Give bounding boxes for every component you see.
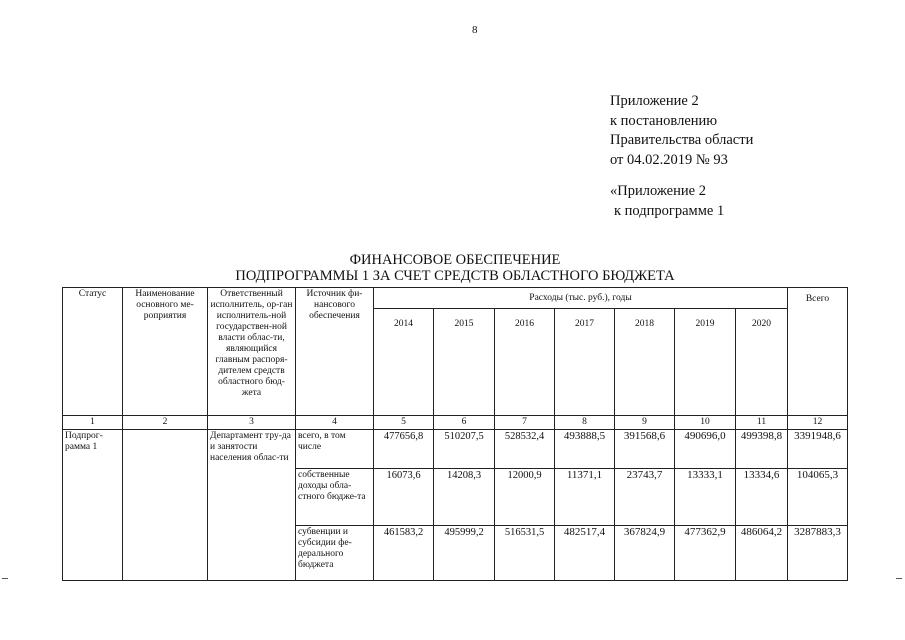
source-cell: субвенции и субсидии фе-дерального бюджета — [296, 526, 374, 581]
approval-block — [610, 92, 753, 170]
value-cell: 493888,5 — [555, 430, 615, 469]
header-total: Всего — [788, 288, 848, 416]
column-number: 12 — [788, 416, 848, 430]
approval-line: к постановлению — [610, 112, 718, 129]
annex-line: к подпрограмме 1 — [614, 202, 725, 219]
value-cell: 490696,0 — [675, 430, 736, 469]
column-number: 4 — [296, 416, 374, 430]
value-cell: 510207,5 — [434, 430, 495, 469]
value-cell: 391568,6 — [615, 430, 675, 469]
value-cell: 499398,8 — [736, 430, 788, 469]
header-year: 2020 — [736, 309, 788, 416]
approval-line: Приложение 2 — [610, 93, 699, 109]
event-cell — [123, 430, 208, 581]
column-number: 9 — [615, 416, 675, 430]
value-cell: 477362,9 — [675, 526, 736, 581]
financing-table — [62, 287, 848, 581]
value-cell: 477656,8 — [374, 430, 434, 469]
header-status: Статус — [63, 288, 123, 416]
value-cell: 16073,6 — [374, 469, 434, 526]
scan-edge-mark — [896, 578, 902, 579]
value-cell: 13333,1 — [675, 469, 736, 526]
status-cell: Подпрог-рамма 1 — [63, 430, 123, 581]
header-year: 2014 — [374, 309, 434, 416]
header-year: 2018 — [615, 309, 675, 416]
value-cell: 14208,3 — [434, 469, 495, 526]
column-number: 3 — [208, 416, 296, 430]
column-number: 7 — [495, 416, 555, 430]
header-year: 2019 — [675, 309, 736, 416]
column-number: 11 — [736, 416, 788, 430]
column-number: 1 — [63, 416, 123, 430]
header-year: 2016 — [495, 309, 555, 416]
approval-line: от 04.02.2019 № 93 — [610, 151, 728, 168]
approval-line: Правительства области — [610, 132, 754, 148]
value-cell: 482517,4 — [555, 526, 615, 581]
value-cell: 367824,9 — [615, 526, 675, 581]
column-number: 5 — [374, 416, 434, 430]
document-subtitle: ПОДПРОГРАММЫ 1 ЗА СЧЕТ СРЕДСТВ ОБЛАСТНОГО БЮДЖЕТА — [235, 268, 675, 284]
total-cell: 104065,3 — [788, 469, 848, 526]
value-cell: 461583,2 — [374, 526, 434, 581]
page-number: 8 — [472, 24, 478, 36]
header-executor: Ответственный исполнитель, ор-ган исполнитель-ной государствен-ной власти облас-ти, являющийся главным распоря-дителем средств областного бюд-жета — [208, 288, 296, 416]
value-cell: 495999,2 — [434, 526, 495, 581]
source-cell: всего, в том числе — [296, 430, 374, 469]
value-cell: 11371,1 — [555, 469, 615, 526]
value-cell: 12000,9 — [495, 469, 555, 526]
column-number: 2 — [123, 416, 208, 430]
column-number: 6 — [434, 416, 495, 430]
scan-edge-mark — [2, 578, 8, 579]
source-cell: собственные доходы обла-стного бюдже-та — [296, 469, 374, 526]
value-cell: 528532,4 — [495, 430, 555, 469]
table-row — [63, 430, 848, 469]
header-event: Наименование основного ме-роприятия — [123, 288, 208, 416]
column-number: 8 — [555, 416, 615, 430]
executor-cell: Департамент тру-да и занятости населения облас-ти — [208, 430, 296, 581]
document-title: ФИНАНСОВОЕ ОБЕСПЕЧЕНИЕ — [349, 252, 561, 268]
header-year: 2017 — [555, 309, 615, 416]
value-cell: 486064,2 — [736, 526, 788, 581]
header-year: 2015 — [434, 309, 495, 416]
total-cell: 3391948,6 — [788, 430, 848, 469]
total-cell: 3287883,3 — [788, 526, 848, 581]
value-cell: 13334,6 — [736, 469, 788, 526]
header-source: Источник фи-нансового обеспечения — [296, 288, 374, 416]
annex-line: «Приложение 2 — [610, 183, 706, 199]
value-cell: 516531,5 — [495, 526, 555, 581]
annex-block — [610, 182, 724, 221]
column-number: 10 — [675, 416, 736, 430]
value-cell: 23743,7 — [615, 469, 675, 526]
column-numbers-row — [63, 416, 848, 430]
header-expenses: Расходы (тыс. руб.), годы — [374, 288, 788, 309]
